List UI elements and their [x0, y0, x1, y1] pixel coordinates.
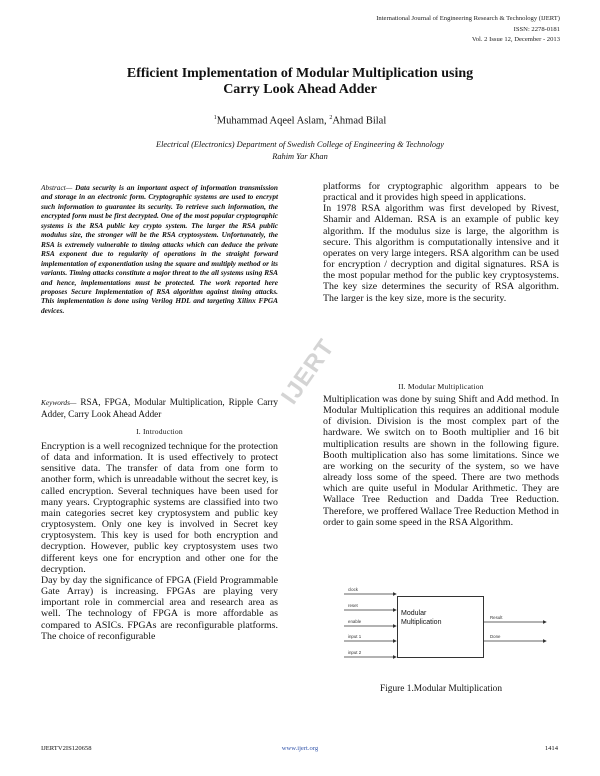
issn: ISSN: 2278-0181: [513, 25, 560, 33]
keywords-label: Keywords—: [41, 398, 77, 407]
right-paragraph-1: platforms for cryptographic algorithm appears to be practical and it provides high speed in applications.: [323, 181, 559, 204]
volume-issue: Vol. 2 Issue 12, December - 2013: [471, 36, 560, 43]
input-clock: clock: [348, 587, 359, 592]
section-2-heading: II. Modular Multiplication: [398, 382, 484, 391]
modular-multiplication-block: [397, 596, 484, 658]
author-1: Muhammad Aqeel Aslam,: [216, 115, 330, 127]
watermark: IJERT: [276, 334, 341, 410]
abstract: [41, 183, 278, 315]
right-paragraph-2: In 1978 RSA algorithm was first developed by Rivest, Shamir and Aldeman. RSA is an example of public key algorithm. If the modulus size is large, the algorithm is secure. This algorithm is computationally intensive and it operates on very large integers. RSA algorithm can be used for encryption / decryption and digital signatures. RSA is the most popular method for the public key cryptosystems. The key size determines the security of RSA algorithm. The larger is the key size, more is the security.: [323, 203, 559, 304]
figure-caption: Figure 1.Modular Multiplication: [379, 684, 503, 694]
figure-1-diagram: [344, 588, 548, 666]
intro-paragraph-2: Day by day the significance of FPGA (Field Programmable Gate Array) is increasing. FPGAs are playing very important role in commercial area and research area as well. The technology of FPGA is more affordable as compared to ASICs. FPGAs are reconfigurable platforms. The choice of reconfigurable: [41, 574, 278, 642]
input-reset: reset: [348, 603, 358, 608]
block-label: Modular Multiplication: [401, 610, 442, 626]
authors: $^1$Muhammad Aqeel Aslam, $^2$Ahmad Bilal: [213, 115, 387, 127]
paper-title: Efficient Implementation of Modular Multiplication using Carry Look Ahead Adder: [126, 66, 474, 97]
journal-name: International Journal of Engineering Research & Technology (IJERT): [376, 15, 560, 22]
output-result: Result: [490, 615, 503, 620]
section-1-heading: I. Introduction: [136, 427, 183, 436]
output-done: Done: [490, 634, 501, 639]
running-header: [376, 14, 560, 46]
keywords: [41, 397, 278, 420]
abstract-label: Abstract—: [41, 183, 73, 192]
author-2: Ahmad Bilal: [332, 115, 387, 127]
input-1: input 1: [348, 634, 362, 639]
intro-paragraph-1: Encryption is a well recognized technique for the protection of data and information. It is used effectively to protect sensitive data. The transfer of data from one form to another form, which is unreadable without the secret key, is called encryption. Several techniques have been used for many years. Cryptographic systems are classified into two main categories secret key cryptosystem and public key cryptosystem. Only one key is involved in Secret key cryptosystem. This key is used for both encryption and decryption. However, public key cryptosystem uses two different keys one for encryption and other one for the decryption.: [41, 441, 278, 575]
abstract-text: Data security is an important aspect of information transmission and storage in an electronic form. Cryptographic systems are used to encrypt such information to guarantee its security. To retrieve such information, the encrypted form must be first decrypted. One of the most popular cryptographic systems is the RSA public key crypto system. The larger the RSA public modulus size, the stronger will be the RSA cryptosystem. Unfortunately, the RSA is extremely vulnerable to timing attacks which can deduce the private RSA exponent due to regularity of operations in the straight forward implementation of exponentiation using the square and multiply method or its variants. Timing attacks constitute a major threat to the all systems using RSA and hence, implementations must be protected. The work reported here proposes Secure Implementation of RSA algorithm against timing attacks. This implementation is done using Verilog HDL and targeting Xilinx FPGA devices.: [41, 183, 278, 315]
modmul-paragraph: Multiplication was done by suing Shift and Add method. In Modular Multiplication this requires an additional module of division. Division is the most complex part of the hardware. We switch on to Booth multiplier and 16 bit multiplication results are shown in the following figure. Booth multiplication also has some limitations. Since we are working on the security of the system, so we have already loss some of the speed. There are two methods which are quite useful in Modular Arithmetic. They are Wallace Tree Reduction and Dadda Tree Reduction. Therefore, we proffered Wallace Tree Reduction Method in order to gain some speed in the RSA Algorithm.: [323, 394, 559, 528]
footer-paper-id: IJERTV2IS120658: [41, 745, 92, 752]
keywords-text: RSA, FPGA, Modular Multiplication, Ripple Carry Adder, Carry Look Ahead Adder: [41, 397, 278, 419]
section-1: [41, 427, 278, 642]
footer-page-number: 1414: [544, 745, 558, 752]
input-enable: enable: [348, 619, 362, 624]
affiliation: Electrical (Electronics) Department of Swedish College of Engineering & Technology Rahim Yar Khan: [155, 140, 445, 161]
footer-website[interactable]: www.ijert.org: [281, 745, 319, 752]
input-2: input 2: [348, 650, 362, 655]
section-2: [323, 382, 559, 528]
right-column-top: [323, 181, 559, 304]
